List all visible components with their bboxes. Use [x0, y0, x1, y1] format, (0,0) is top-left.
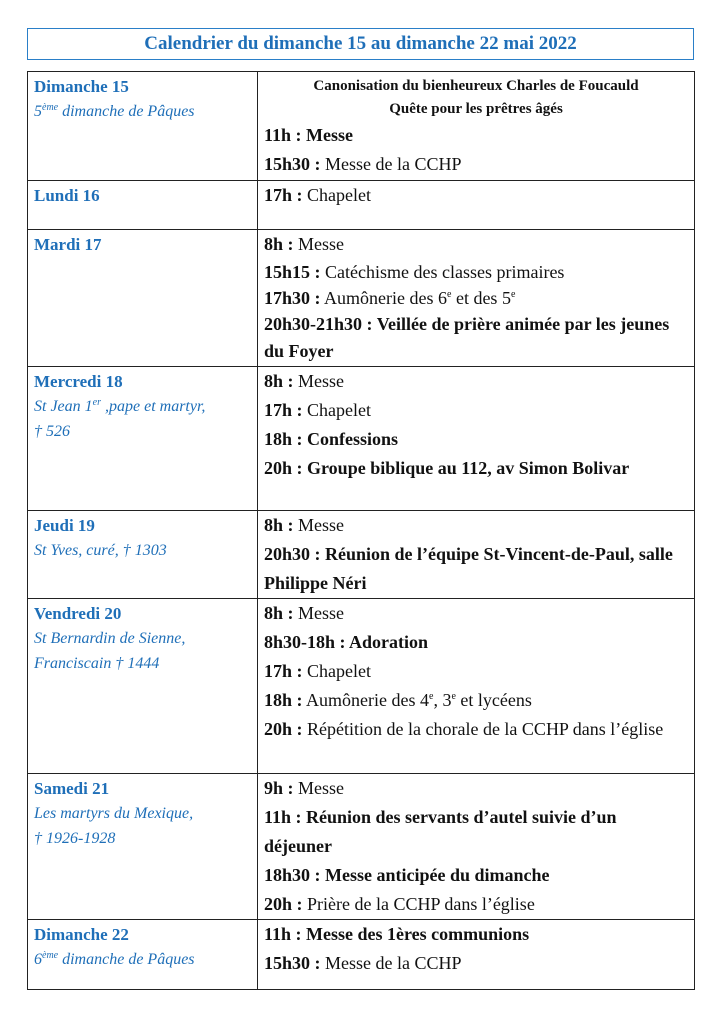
events-cell [258, 599, 695, 774]
day-subtitle: † 1926-1928 [34, 830, 116, 847]
day-name: Mardi 17 [34, 235, 102, 254]
table-row [28, 181, 695, 230]
events-cell [258, 230, 695, 367]
event-line: 11h : Messe des 1ères communions [264, 924, 530, 944]
event-line: 11h : Réunion des servants d’autel suivie d’un déjeuner [264, 807, 617, 856]
event-line: 17h : Chapelet [264, 185, 371, 205]
table-row [28, 774, 695, 920]
events-cell [258, 920, 695, 990]
day-cell [28, 511, 258, 599]
table-row [28, 599, 695, 774]
event-line: 8h : Messe [264, 371, 345, 391]
calendar-title: Calendrier du dimanche 15 au dimanche 22 mai 2022 [27, 28, 694, 60]
event-line: 15h15 : Catéchisme des classes primaires [264, 262, 565, 282]
day-subtitle: St Yves, curé, † 1303 [34, 542, 167, 559]
event-line: 8h : Messe [264, 515, 345, 535]
day-name: Mercredi 18 [34, 372, 123, 391]
day-name: Vendredi 20 [34, 604, 122, 623]
table-row [28, 920, 695, 990]
event-line: 20h : Répétition de la chorale de la CCHP dans l’église [264, 719, 664, 739]
day-cell [28, 920, 258, 990]
day-cell [28, 72, 258, 181]
table-row [28, 511, 695, 599]
events-cell [258, 367, 695, 511]
day-name: Dimanche 22 [34, 925, 129, 944]
day-subtitle: 5ème dimanche de Pâques [34, 102, 195, 120]
event-line: 18h : Aumônerie des 4e, 3e et lycéens [264, 690, 532, 710]
events-cell [258, 72, 695, 181]
schedule-table [27, 71, 695, 990]
event-line: 15h30 : Messe de la CCHP [264, 154, 462, 174]
event-line: 8h30-18h : Adoration [264, 632, 429, 652]
event-line: 18h30 : Messe anticipée du dimanche [264, 865, 550, 885]
event-line: 17h : Chapelet [264, 400, 371, 420]
day-name: Dimanche 15 [34, 77, 129, 96]
event-line: 9h : Messe [264, 778, 345, 798]
event-line: 20h : Prière de la CCHP dans l’église [264, 894, 535, 914]
event-line: 11h : Messe [264, 125, 353, 145]
day-cell [28, 774, 258, 920]
event-line: 15h30 : Messe de la CCHP [264, 953, 462, 973]
event-line: 18h : Confessions [264, 429, 399, 449]
events-cell [258, 181, 695, 230]
special-header: Canonisation du bienheureux Charles de Foucauld [313, 78, 639, 94]
event-line: 8h : Messe [264, 234, 345, 254]
event-line: 20h30-21h30 : Veillée de prière animée par les jeunes du Foyer [264, 314, 670, 361]
day-cell [28, 181, 258, 230]
day-subtitle: † 526 [34, 423, 70, 440]
event-line: 20h : Groupe biblique au 112, av Simon Bolivar [264, 458, 630, 478]
day-name: Samedi 21 [34, 779, 110, 798]
table-row [28, 72, 695, 181]
day-subtitle: Les martyrs du Mexique, [34, 805, 194, 822]
table-row [28, 230, 695, 367]
event-line: 17h30 : Aumônerie des 6e et des 5e [264, 288, 516, 308]
event-line: 20h30 : Réunion de l’équipe St-Vincent-de-Paul, salle Philippe Néri [264, 544, 673, 593]
day-cell [28, 367, 258, 511]
day-cell [28, 230, 258, 367]
special-header: Quête pour les prêtres âgés [389, 101, 563, 117]
day-cell [28, 599, 258, 774]
day-subtitle: 6ème dimanche de Pâques [34, 950, 195, 968]
event-line: 17h : Chapelet [264, 661, 371, 681]
day-subtitle: St Jean 1er ,pape et martyr, [34, 397, 206, 415]
event-line: 8h : Messe [264, 603, 345, 623]
events-cell [258, 511, 695, 599]
day-name: Jeudi 19 [34, 516, 95, 535]
table-row [28, 367, 695, 511]
day-subtitle: St Bernardin de Sienne, Franciscain † 1444 [34, 630, 186, 672]
day-name: Lundi 16 [34, 186, 100, 205]
events-cell [258, 774, 695, 920]
